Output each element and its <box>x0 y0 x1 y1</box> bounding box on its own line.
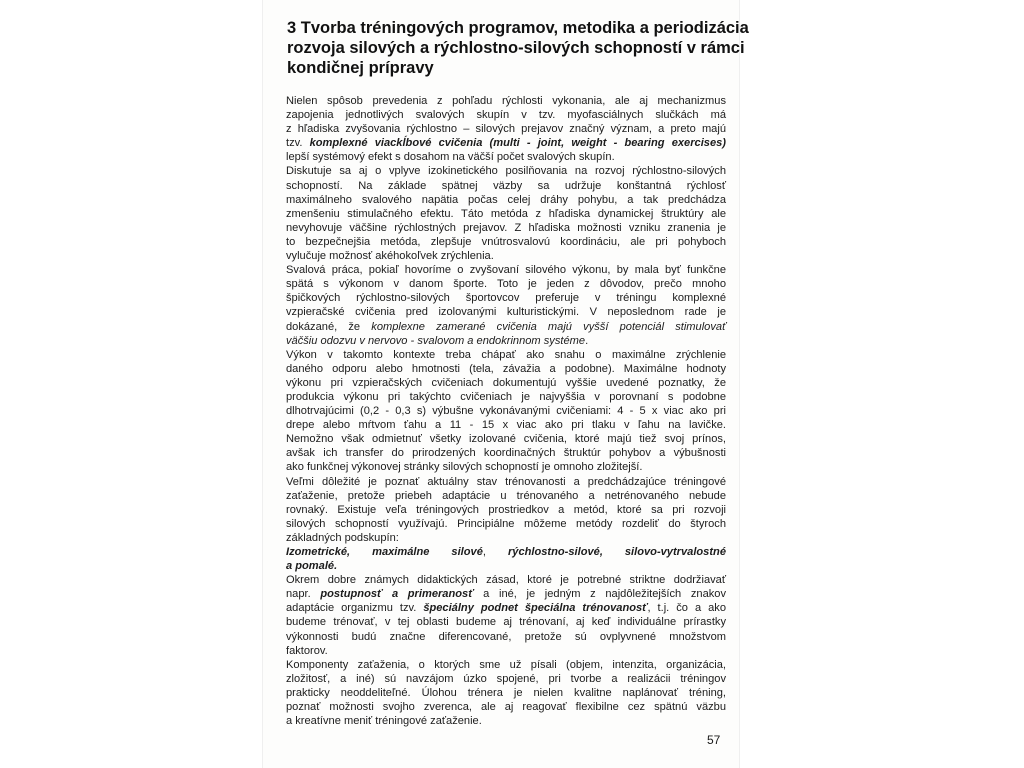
text-segment: budeme trénovať, v tej oblasti budeme aj trénovaní, aj keď individuálne prírastky <box>286 616 726 629</box>
text-segment: . <box>585 334 589 347</box>
emphasized-text: komplexné viackĺbové cvičenia (multi - joint, weight - bearing exercises) <box>309 137 726 150</box>
emphasized-text: rýchlostno-silové, silovo-vytrvalostné <box>507 546 726 558</box>
text-line <box>286 179 726 193</box>
text-segment: zapojenia jednotlivých svalových skupín v tzv. myofasciálnych slučkách má <box>286 109 726 122</box>
text-segment: spätá s výkonom v danom športe. Toto je jeden z dôvodov, prečo mnoho <box>286 278 726 291</box>
text-segment: faktorov. <box>286 644 328 657</box>
text-line <box>286 531 726 545</box>
text-line <box>286 573 726 587</box>
text-segment: , <box>482 546 508 558</box>
text-segment: dlhotrvajúcimi (0,2 - 0,3 s) výbušne vykonávanými cvičeniami: 4 - 5 x viac ako pri <box>286 405 726 418</box>
text-segment: Veľmi dôležité je poznať aktuálny stav trénovanosti a predchádzajúce tréningové <box>286 475 726 488</box>
text-line <box>286 545 726 559</box>
text-segment: zaťaženie, pretože priebeh adaptácie u trénovaného a netrénovaného nebude <box>286 489 726 502</box>
text-line <box>286 700 726 714</box>
text-segment: zložitosť, a iné) sú navzájom úzko spojené, pri tvorbe a realizácii tréningov <box>286 672 726 685</box>
text-line <box>286 658 726 672</box>
text-line <box>286 587 726 601</box>
text-segment: z hľadiska zvyšovania rýchlostno – silových prejavov značný význam, a preto majú <box>286 123 726 136</box>
text-line <box>286 446 726 460</box>
text-line <box>286 390 726 404</box>
body-text <box>286 94 726 728</box>
emphasized-text: špeciálny podnet špeciálna trénovanosť <box>423 602 648 615</box>
text-segment: prakticky neoddeliteľné. Úlohou trénera je nielen kvalitne naplánovať tréning, <box>286 686 726 699</box>
text-line <box>286 108 726 122</box>
emphasized-text: a pomalé. <box>286 560 338 573</box>
text-segment: Výkon v takomto kontexte treba chápať ako snahu o maximálne zrýchlenie <box>286 348 726 361</box>
text-segment: produkcia výkonu pri takýchto cvičeniach je najvyššia v porovnaní s podobne <box>286 390 726 403</box>
text-segment: základných podskupín: <box>286 531 399 544</box>
text-line <box>286 277 726 291</box>
text-line <box>286 150 726 164</box>
text-segment: to bezpečnejšia metóda, zlepšuje vnútrosvalovú koordináciu, ale pri pohyboch <box>286 235 726 248</box>
text-line <box>286 221 726 235</box>
text-segment: Nielen spôsob prevedenia z pohľadu rýchlosti vykonania, ale aj mechanizmus <box>286 95 726 107</box>
text-segment: výkonnosti budú značne diferencované, pretože sú ovplyvnené množstvom <box>286 630 726 643</box>
chapter-heading <box>287 18 749 78</box>
text-segment: maximálneho svalového napätia počas celej dráhy pohybu, a tak predchádza <box>286 193 726 206</box>
text-segment: , t.j. čo a ako <box>647 602 726 615</box>
emphasized-text: postupnosť a primeranosť <box>320 588 474 601</box>
page-number: 57 <box>707 733 721 747</box>
text-segment: zmenšeniu stimulačného efektu. Táto metóda z hľadiska dynamickej štruktúry ale <box>286 207 726 220</box>
text-line <box>286 136 726 150</box>
text-segment: vzpieračské cvičenia pred izolovanými kulturistickými. V neposlednom rade je <box>286 306 726 319</box>
emphasized-text: Izometrické, maximálne silové <box>286 546 483 558</box>
text-line <box>286 122 726 136</box>
text-segment: tzv. <box>286 137 310 150</box>
text-segment: výkonu pri vzpieračských cvičeniach dokumentujú vyššie uvedené poznatky, že <box>286 376 726 389</box>
text-line <box>286 644 726 658</box>
text-segment: daného odporu alebo hmotnosti (tela, závažia a podobne). Maximálne hodnoty <box>286 362 726 375</box>
text-line <box>286 686 726 700</box>
book-page <box>262 0 749 768</box>
text-line <box>286 630 726 644</box>
text-segment: ako funkčnej výkonovej stránky silových schopností je omnoho zložitejší. <box>286 461 643 474</box>
text-line <box>286 460 726 474</box>
text-line <box>286 249 726 263</box>
text-line <box>286 263 726 277</box>
text-segment: nevyhovuje väčšine rýchlostných prejavov. Z hľadiska možnosti vzniku zranenia je <box>286 221 726 234</box>
text-line <box>286 714 726 728</box>
text-line <box>286 601 726 615</box>
text-line <box>286 517 726 531</box>
text-segment: dokázané, že <box>286 320 372 333</box>
text-segment: Komponenty zaťaženia, o ktorých sme už písali (objem, intenzita, organizácia, <box>286 658 726 671</box>
text-line <box>286 207 726 221</box>
text-line <box>286 193 726 207</box>
text-segment: lepší systémový efekt s dosahom na väčší počet svalových skupín. <box>286 151 615 164</box>
text-segment: silových schopností využívajú. Principiálne môžeme metódy rozdeliť do štyroch <box>286 517 726 530</box>
text-segment: Diskutuje sa aj o vplyve izokinetického posilňovania na rozvoj rýchlostno-silových <box>286 165 726 178</box>
text-segment: a iné, je jedným z najdôležitejších znakov <box>473 588 727 601</box>
text-line <box>286 305 726 319</box>
text-line <box>286 672 726 686</box>
text-line <box>286 615 726 629</box>
text-segment: Okrem dobre známych didaktických zásad, ktoré je potrebné striktne dodržiavať <box>286 574 726 587</box>
text-segment: poznať možnosti svojho zverenca, ale aj reagovať flexibilne cez spätnú väzbu <box>286 701 726 714</box>
text-segment: rovnaký. Existuje veľa tréningových prostriedkov a metód, ktoré sa pri rozvoji <box>286 503 726 516</box>
text-line <box>286 559 726 573</box>
text-line <box>286 404 726 418</box>
text-segment: a kreatívne meniť tréningové zaťaženie. <box>286 715 482 728</box>
emphasized-text: väčšiu odozvu v nervovo - svalovom a endokrinnom systéme <box>286 334 586 347</box>
text-segment: adaptácie organizmu tzv. <box>286 602 424 615</box>
text-line <box>286 94 726 108</box>
text-segment: Svalová práca, pokiaľ hovoríme o zvyšovaní silového výkonu, by mala byť funkčne <box>286 264 726 277</box>
heading-line: 3 Tvorba tréningových programov, metodika a periodizácia <box>287 19 749 37</box>
heading-line: rozvoja silových a rýchlostno-silových schopností v rámci <box>287 39 745 57</box>
text-line <box>286 475 726 489</box>
text-line <box>286 348 726 362</box>
text-line <box>286 164 726 178</box>
heading-line: kondičnej prípravy <box>287 59 434 77</box>
text-line <box>286 503 726 517</box>
text-line <box>286 432 726 446</box>
text-segment: avšak ich transfer do prirodzených koordinačných štruktúr pohybov a výbušnosti <box>286 447 726 460</box>
text-line <box>286 320 726 334</box>
text-segment: drepe alebo mŕtvom ťahu a 11 - 15 x viac ako pri tlaku v ľahu na lavičke. <box>286 419 726 432</box>
text-line <box>286 334 726 348</box>
emphasized-text: komplexne zamerané cvičenia majú vyšší potenciál stimulovať <box>371 320 726 333</box>
text-line <box>286 235 726 249</box>
text-segment: vylučuje možnosť akéhokoľvek zrýchlenia. <box>286 250 494 263</box>
text-line <box>286 418 726 432</box>
text-segment: schopností. Na základe spätnej väzby sa udržuje konštantná rýchlosť <box>286 179 726 192</box>
text-line <box>286 376 726 390</box>
text-segment: Nemožno však odmietnuť všetky izolované cvičenia, ktoré majú tiež svoj prínos, <box>286 433 726 446</box>
text-segment: špičkových rýchlostno-silových športovcov preferuje v tréningu komplexné <box>286 292 726 305</box>
text-line <box>286 291 726 305</box>
text-line <box>286 489 726 503</box>
text-line <box>286 362 726 376</box>
text-segment: napr. <box>286 588 321 601</box>
